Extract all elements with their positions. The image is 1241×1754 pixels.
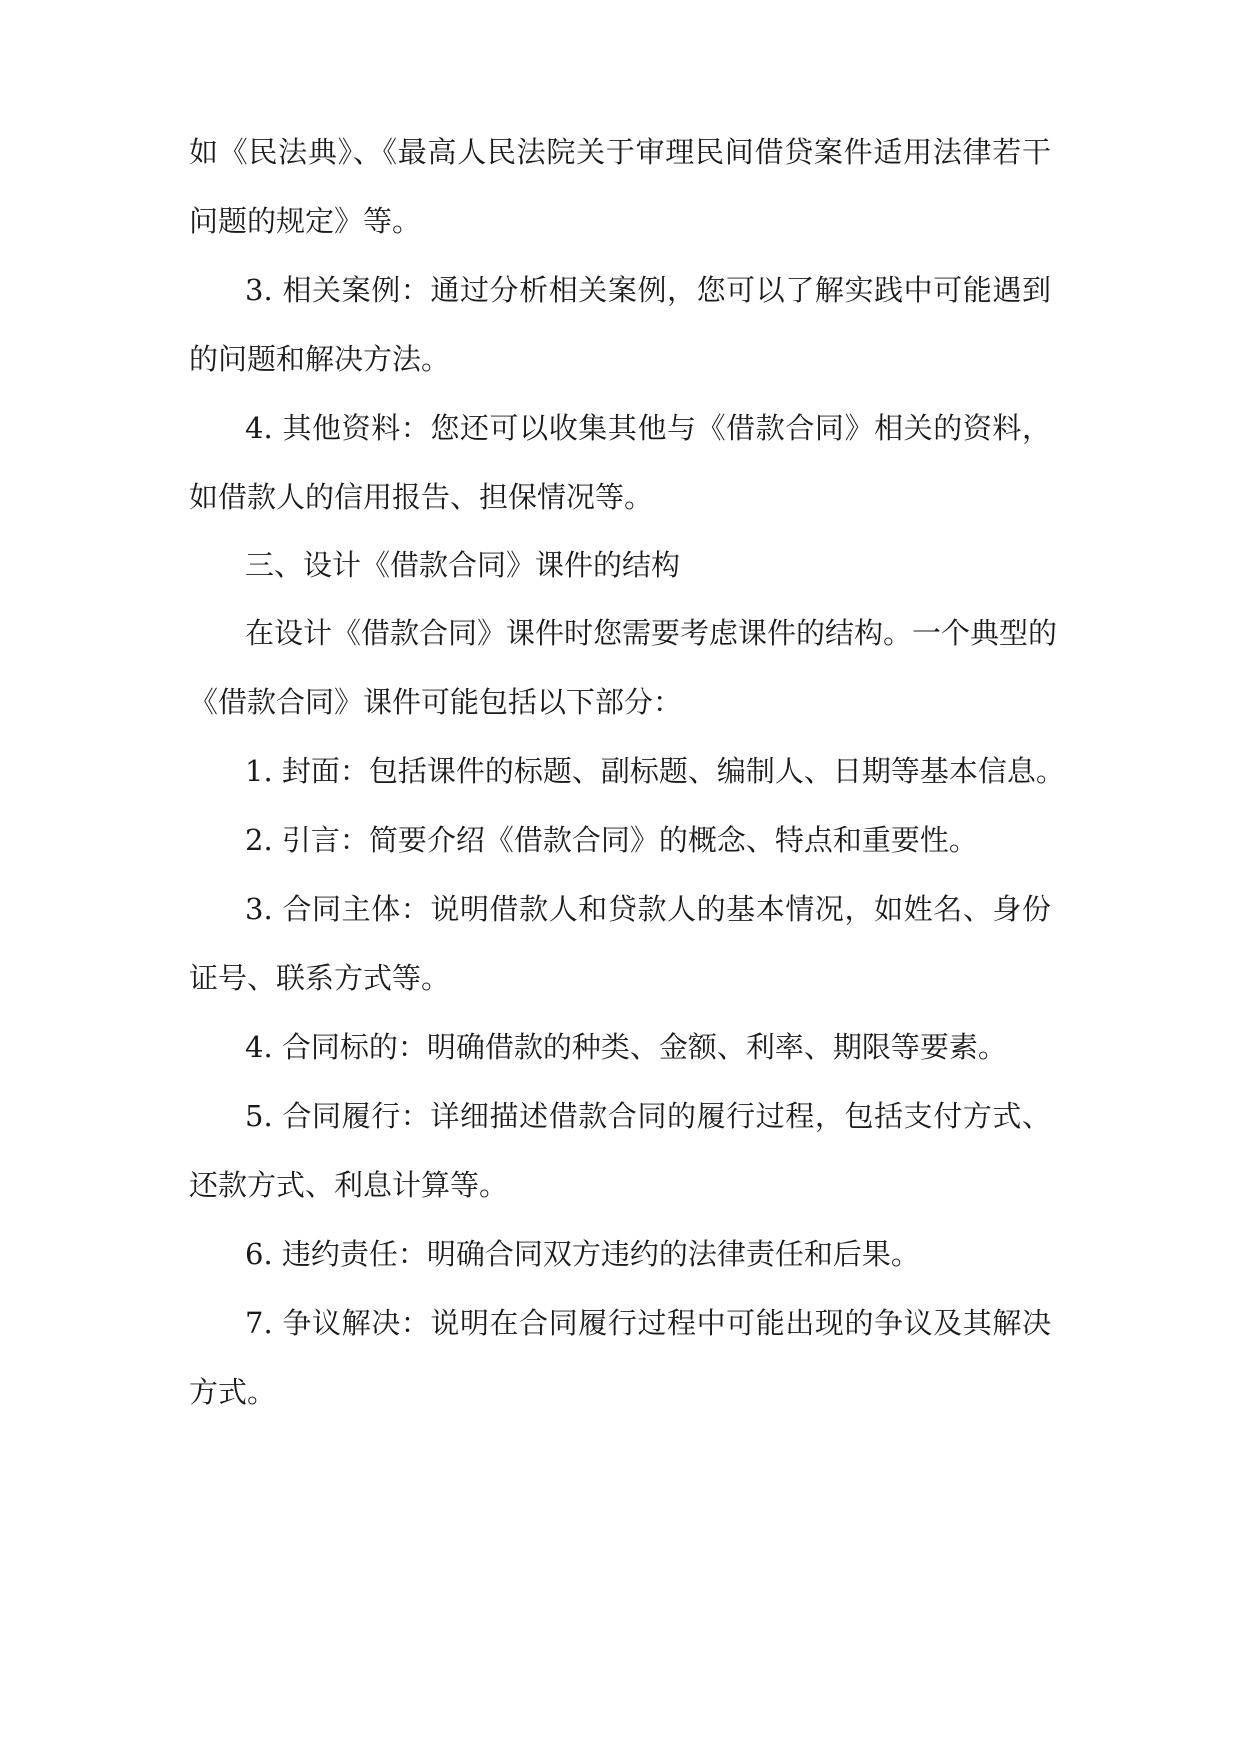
paragraph-structure-intro: 在设计《借款合同》课件时您需要考虑课件的结构。一个典型的: [245, 616, 1058, 650]
list-item-other-materials-cont: 如借款人的信用报告、担保情况等。: [189, 480, 654, 514]
list-item-dispute-resolution: 7. 争议解决：说明在合同履行过程中可能出现的争议及其解决: [245, 1306, 1051, 1340]
text-line-legal-sources: 如《民法典》、《最高人民法院关于审理民间借贷案件适用法律若干: [189, 135, 1051, 169]
list-item-contract-performance-cont: 还款方式、利息计算等。: [189, 1168, 509, 1202]
list-item-contract-parties-cont: 证号、联系方式等。: [189, 961, 451, 995]
list-item-cover: 1. 封面：包括课件的标题、副标题、编制人、日期等基本信息。: [245, 754, 1065, 788]
text-line-legal-sources-cont: 问题的规定》等。: [189, 204, 422, 238]
list-item-contract-subject: 4. 合同标的：明确借款的种类、金额、利率、期限等要素。: [245, 1030, 1007, 1064]
section-heading: 三、设计《借款合同》课件的结构: [245, 548, 681, 582]
list-item-breach-liability: 6. 违约责任：明确合同双方违约的法律责任和后果。: [245, 1237, 920, 1271]
list-item-contract-parties: 3. 合同主体：说明借款人和贷款人的基本情况，如姓名、身份: [245, 892, 1051, 926]
list-item-related-cases: 3. 相关案例：通过分析相关案例，您可以了解实践中可能遇到: [245, 273, 1051, 307]
list-item-other-materials: 4. 其他资料：您还可以收集其他与《借款合同》相关的资料，: [245, 411, 1051, 445]
paragraph-structure-intro-cont: 《借款合同》课件可能包括以下部分：: [189, 685, 683, 719]
list-item-related-cases-cont: 的问题和解决方法。: [189, 342, 451, 376]
list-item-introduction: 2. 引言：简要介绍《借款合同》的概念、特点和重要性。: [245, 823, 978, 857]
list-item-contract-performance: 5. 合同履行：详细描述借款合同的履行过程，包括支付方式、: [245, 1099, 1051, 1133]
list-item-dispute-resolution-cont: 方式。: [189, 1375, 277, 1409]
